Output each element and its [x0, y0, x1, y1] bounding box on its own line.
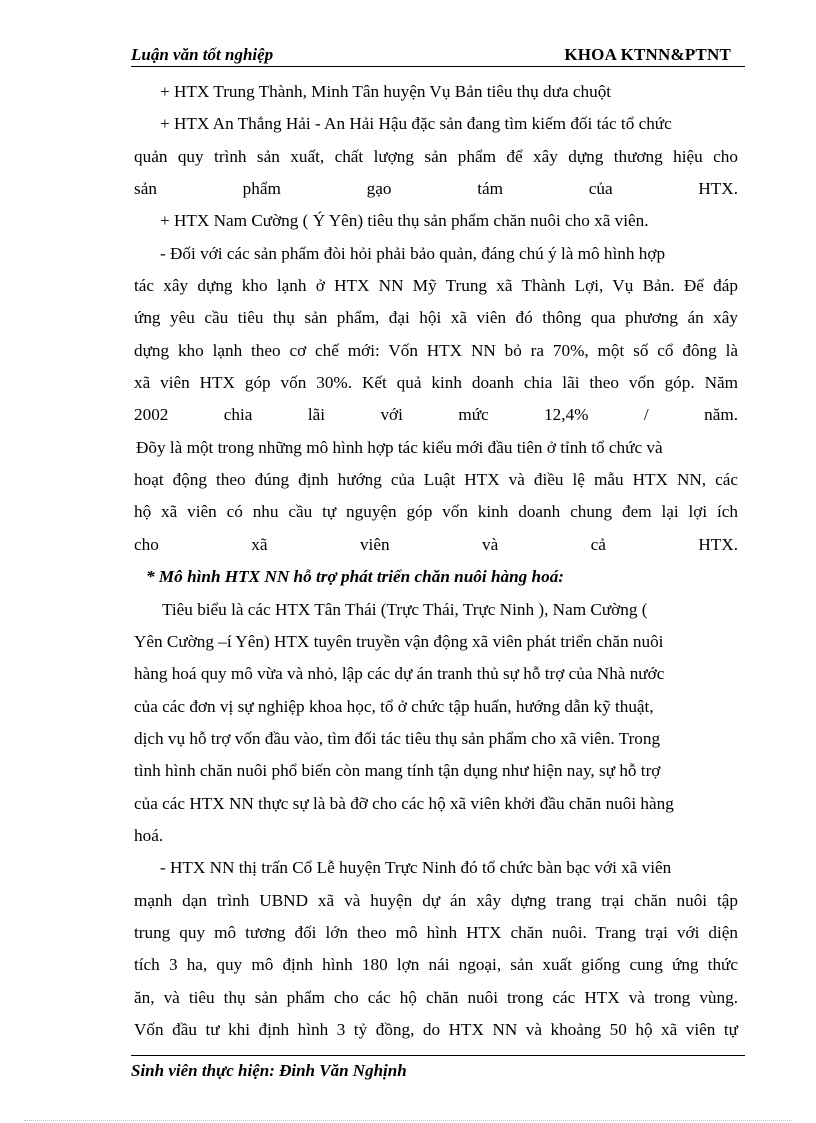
text-line: của các đơn vị sự nghiệp khoa học, tổ ở chức tập huấn, hướng dẫn kỹ thuật, — [134, 696, 654, 716]
text-line: quản quy trình sản xuất, chất lượng sản phẩm để xây dựng thương hiệu cho — [134, 146, 738, 166]
text-line: Tiêu biểu là các HTX Tân Thái (Trực Thái, Trực Ninh ), Nam Cường ( — [162, 599, 648, 619]
section-heading: * Mô hình HTX NN hỗ trợ phát triển chăn nuôi hàng hoá: — [146, 567, 565, 587]
text-line: ăn, và tiêu thụ sản phẩm cho các hộ chăn nuôi trong các HTX và trong vùng. — [134, 987, 738, 1007]
text-line: - HTX NN thị trấn Cổ Lễ huyện Trực Ninh đó tổ chức bàn bạc với xã viên — [160, 858, 672, 878]
text-line: dịch vụ hỗ trợ vốn đầu vào, tìm đối tác tiêu thụ sản phẩm cho xã viên. Trong — [134, 728, 661, 748]
text-line: tích 3 ha, quy mô định hình 180 lợn nái ngoại, sản xuất giống cung ứng thức — [134, 955, 738, 975]
text-line: mạnh dạn trình UBND xã và huyện dự án xây dựng trang trại chăn nuôi tập — [134, 890, 738, 910]
page-bottom-divider — [24, 1120, 792, 1121]
text-line: Vốn đầu tư khi định hình 3 tỷ đồng, do HTX NN và khoảng 50 hộ xã viên tự — [134, 1019, 738, 1039]
text-line: Yên Cường –í Yên) HTX tuyên truyền vận động xã viên phát triển chăn nuôi — [134, 631, 664, 651]
text-line: tác xây dựng kho lạnh ở HTX NN Mỹ Trung xã Thành Lợi, Vụ Bản. Để đáp — [134, 276, 738, 296]
text-line: của các HTX NN thực sự là bà đỡ cho các hộ xã viên khởi đầu chăn nuôi hàng — [134, 793, 674, 813]
footer-author-label: Sinh viên thực hiện: Đinh Văn Nghịnh — [131, 1061, 407, 1080]
text-line: hộ xã viên có nhu cầu tự nguyện góp vốn kinh doanh chung đem lại lợi ích — [134, 502, 738, 522]
body-text — [134, 78, 738, 1048]
text-line: hoạt động theo đúng định hướng của Luật HTX và điều lệ mẫu HTX NN, các — [134, 470, 738, 490]
text-line: hoá. — [134, 825, 164, 845]
text-line: cho xã viên và cả HTX. — [134, 534, 738, 554]
text-line: - Đối với các sản phẩm đòi hỏi phải bảo quản, đáng chú ý là mô hình hợp — [160, 243, 666, 263]
text-line: trung quy mô tương đối lớn theo mô hình HTX chăn nuôi. Trang trại với diện — [134, 922, 738, 942]
text-line: + HTX Nam Cường ( Ý Yên) tiêu thụ sản phẩm chăn nuôi cho xã viên. — [160, 211, 649, 231]
text-line: 2002 chia lãi với mức 12,4% / năm. — [134, 405, 738, 425]
text-line: sản phẩm gạo tám của HTX. — [134, 179, 738, 199]
text-line: dựng kho lạnh theo cơ chế mới: Vốn HTX NN bỏ ra 70%, một số cổ đông là — [134, 340, 738, 360]
text-line: ứng yêu cầu tiêu thụ sản phẩm, đại hội xã viên đó thông qua phương án xây — [134, 308, 738, 328]
text-line: tình hình chăn nuôi phổ biến còn mang tính tận dụng như hiện nay, sự hỗ trợ — [134, 761, 661, 781]
header-thesis-label: Luận văn tốt nghiệp — [131, 45, 274, 64]
header-faculty-label: KHOA KTNN&PTNT — [564, 45, 731, 64]
text-line: hàng hoá quy mô vừa và nhỏ, lập các dự án tranh thủ sự hỗ trợ của Nhà nước — [134, 664, 665, 684]
text-line: Đõy là một trong những mô hình hợp tác kiểu mới đầu tiên ở tỉnh tổ chức và — [136, 437, 663, 457]
page-header — [131, 44, 745, 67]
text-line: xã viên HTX góp vốn 30%. Kết quả kinh doanh chia lãi theo vốn góp. Năm — [134, 373, 738, 393]
text-line: + HTX Trung Thành, Minh Tân huyện Vụ Bản tiêu thụ dưa chuột — [160, 82, 612, 101]
text-line: + HTX An Thắng Hải - An Hải Hậu đặc sản đang tìm kiếm đối tác tổ chức — [160, 114, 672, 134]
page-footer — [131, 1055, 745, 1080]
